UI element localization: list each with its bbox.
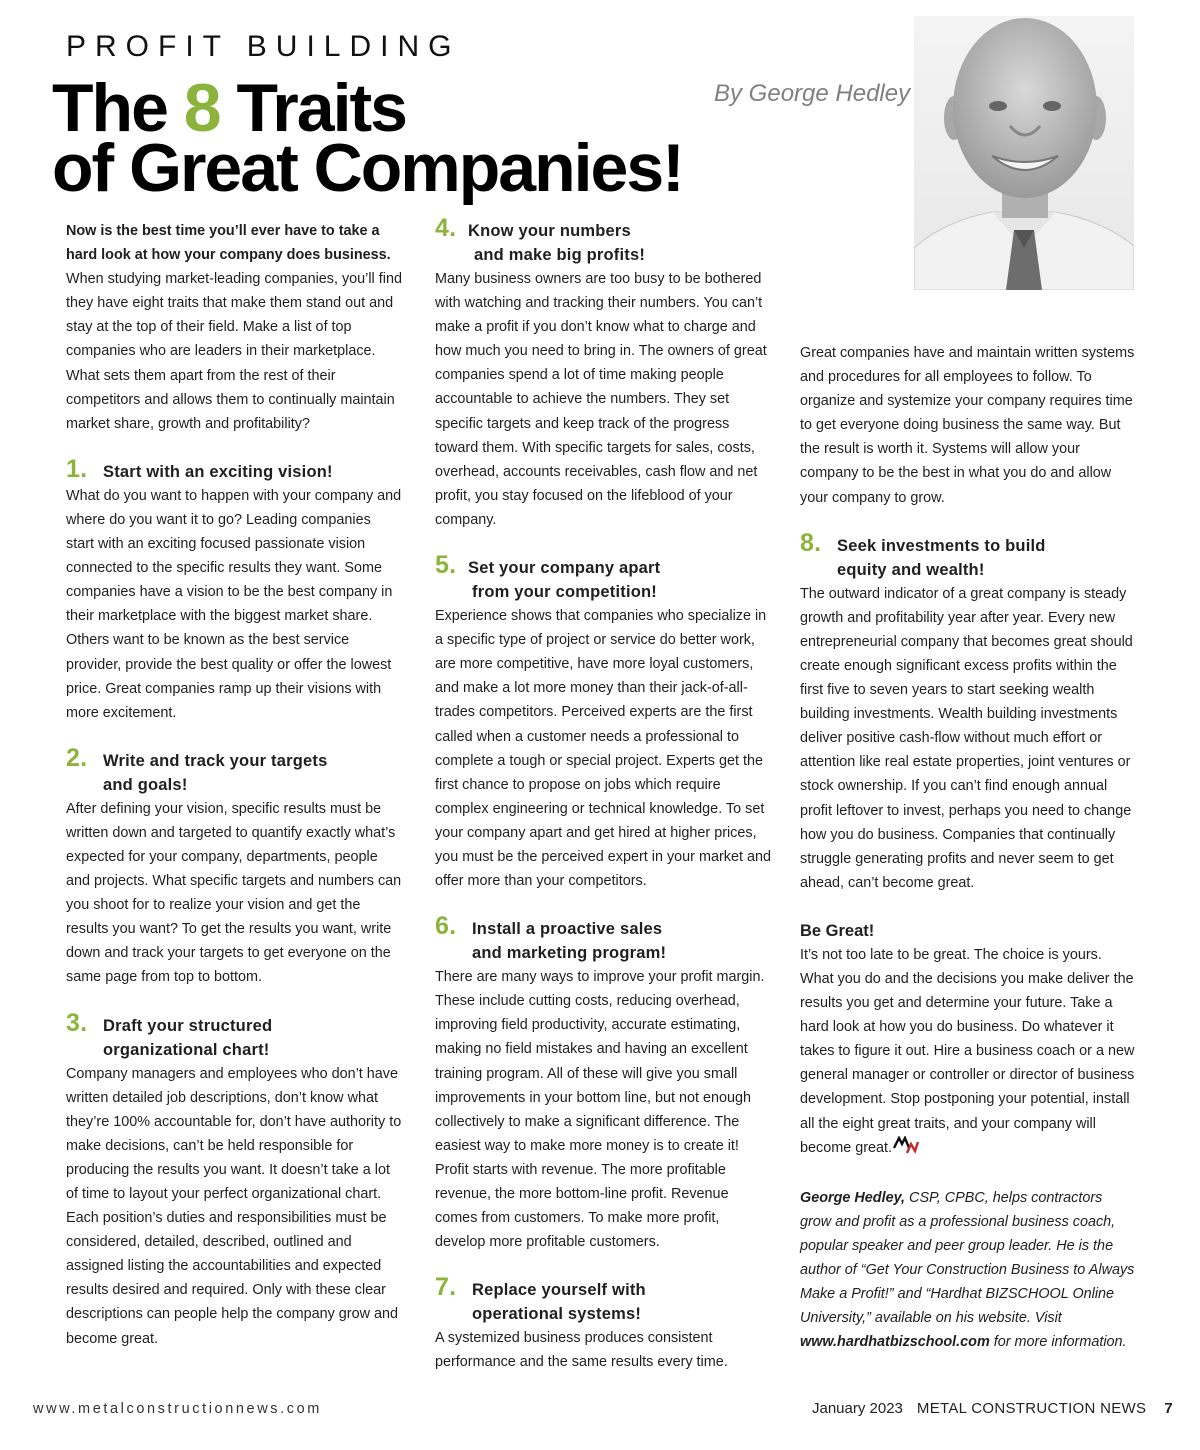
- trait-1-body: What do you want to happen with your company and where do you want it to go? Leading companies start with an exciting focused passionate vision connected to the specific results they want. Some companies have a vision to be the best company in their marketplace with the biggest market share. Others want to be known as the best service provider, provide the best quality or offer the lowest price. Great companies ramp up their visions with more excitement.: [66, 487, 402, 721]
- trait-7-title-line2: operational systems!: [472, 1305, 642, 1324]
- closing-heading: Be Great!: [800, 921, 875, 940]
- title-number: 8: [183, 70, 220, 146]
- trait-2-title-line2: and goals!: [103, 775, 188, 794]
- trait-5-title: Set your company apart: [468, 559, 661, 578]
- page-number: 7: [1164, 1400, 1173, 1417]
- trait-5-title-line2: from your competition!: [472, 583, 657, 602]
- trait-4-title-line2: and make big profits!: [474, 246, 646, 264]
- title-pre: The: [52, 70, 184, 146]
- title-post: Traits: [219, 70, 406, 146]
- column-3: [800, 341, 1136, 1354]
- trait-4-heading: [435, 214, 771, 267]
- trait-4-body: Many business owners are too busy to be bothered with watching and tracking their numbers. You can’t make a profit if you don’t know what to charge and how much you need to bring in. The owners of great companies spend a lot of time making people accountable to achieve the numbers. They set specific targets and keep track of the progress toward them. With specific targets for sales, costs, overhead, accounts receivables, cash flow and net profit, you stay focused on the lifeblood of your company.: [435, 271, 767, 528]
- trait-3-number: 3.: [66, 1008, 88, 1037]
- trait-8-number: 8.: [800, 528, 822, 557]
- footer-date: January 2023: [812, 1400, 903, 1417]
- trait-1-title: Start with an exciting vision!: [103, 462, 333, 481]
- trait-7-number: 7.: [435, 1273, 457, 1302]
- trait-7-title: Replace yourself with: [472, 1281, 646, 1300]
- trait-5-heading: [435, 551, 771, 604]
- author-portrait-icon: [914, 16, 1134, 290]
- trait-7-body: A systemized business produces consistent performance and the same results every time.: [435, 1330, 728, 1371]
- bio-website-link[interactable]: www.hardhatbizschool.com: [800, 1334, 990, 1351]
- intro-body: When studying market-leading companies, you’ll find they have eight traits that make them stand out and stay at the top of their field. Make a list of top companies who are leaders in their marketplace. What sets them apart from the rest of their competitors and allows them to continually maintain market share, growth and profitability?: [66, 271, 402, 432]
- intro-lead: Now is the best time you’ll ever have to take a hard look at how your company does business.: [66, 223, 391, 264]
- trait-5-number: 5.: [435, 551, 457, 580]
- column-2: [435, 214, 771, 1374]
- title-line2: of Great Companies!: [52, 130, 683, 206]
- trait-1-number: 1.: [66, 454, 88, 483]
- footer-publication: METAL CONSTRUCTION NEWS: [916, 1400, 1147, 1417]
- trait-3-body: Company managers and employees who don’t have written detailed job descriptions, don’t know what they’re 100% accountable for, don’t have authority to make decisions, can’t be held responsible for producing the results you want. It doesn’t take a lot of time to layout your perfect organizational chart. Each position’s duties and responsibilities must be considered, detailed, described, outlined and assigned listing the accountabilities and expected results desired and required. Only with these clear descriptions can people help the company grow and become great.: [66, 1065, 402, 1347]
- trait-3-title-line2: organizational chart!: [103, 1040, 270, 1059]
- footer-website[interactable]: www.metalconstructionnews.com: [33, 1401, 322, 1417]
- trait-6-heading: [435, 912, 771, 965]
- trait-4-number: 4.: [435, 214, 457, 242]
- closing-text: It’s not too late to be great. The choice is yours. What you do and the decisions you make deliver the results you get and determine your future. Take a hard look at how you do business. Do whatever it takes to figure it out. Hire a business coach or a new general manager or controller or director of business development. Stop postponing your potential, install all the eight great traits, and your company will become great.: [800, 946, 1135, 1156]
- trait-2-body: After defining your vision, specific results must be written down and targeted to quantify exactly what’s expected for your company, departments, people and projects. What specific targets and numbers can you shoot for to realize your vision and get the results you want? To get the results you want, write down and track your targets to get everyone on the same page from top to bottom.: [66, 800, 402, 986]
- column-1: [66, 219, 402, 1351]
- trait-6-title-line2: and marketing program!: [472, 944, 667, 963]
- bio-name: George Hedley,: [800, 1189, 906, 1206]
- trait-8-heading: [800, 528, 1136, 582]
- trait-2-number: 2.: [66, 743, 88, 772]
- closing-body: [800, 943, 1136, 1162]
- trait-1-heading: [66, 454, 402, 484]
- trait-4-title: Know your numbers: [468, 222, 631, 240]
- section-kicker: PROFIT BUILDING: [66, 30, 461, 63]
- trait-7-heading: [435, 1273, 771, 1326]
- mcn-end-mark-icon: [893, 1136, 919, 1162]
- trait-6-number: 6.: [435, 912, 457, 941]
- intro-paragraph: [66, 219, 402, 436]
- article-title: [52, 70, 683, 206]
- trait-6-title: Install a proactive sales: [472, 920, 663, 939]
- trait-2-heading: [66, 743, 402, 797]
- trait-3-title: Draft your structured: [103, 1016, 273, 1035]
- trait-3-heading: [66, 1008, 402, 1062]
- footer-info: [812, 1400, 1173, 1417]
- trait-5-body: Experience shows that companies who specialize in a specific type of project or service do better work, are more competitive, have more loyal customers, and make a lot more money than their jack-of-all-trades competitors. Perceived experts are the first called when a customer needs a professional to complete a tough or special project. Experts get the first chance to propose on jobs which require complex engineering or technical knowledge. To set your company apart and get hired at higher prices, you must be the perceived expert in your market and offer more than your competitors.: [435, 608, 771, 890]
- trait-8-title: Seek investments to build: [837, 536, 1046, 555]
- byline: By George Hedley: [714, 80, 911, 107]
- bio-text-end: for more information.: [989, 1334, 1127, 1351]
- author-photo: [914, 16, 1134, 290]
- bio-text: CSP, CPBC, helps contractors grow and profit as a professional business coach, popular speaker and peer group leader. He is the author of “Get Your Construction Business to Always Make a Profit!” and “Hardhat BIZSCHOOL Online University,” available on his website. Visit: [800, 1189, 1135, 1327]
- trait-7-body-continued: Great companies have and maintain written systems and procedures for all employees to follow. To organize and systemize your company requires time to get everyone doing business the same way. But the result is worth it. Systems will allow your company to be the best in what you do and allow your company to grow.: [800, 345, 1135, 506]
- author-bio: [800, 1186, 1136, 1355]
- trait-8-body: The outward indicator of a great company is steady growth and profitability year after year. Every new entrepreneurial company that becomes great should create enough significant excess profits within the first five to seven years to start seeking wealth building investments. Wealth building investments deliver positive cash-flow without much effort or attention like real estate properties, joint ventures or stock ownership. If you can’t find enough annual profit leftover to invest, perhaps you need to change how you do business. Companies that continually struggle generating profits and never seem to get ahead, can’t become great.: [800, 585, 1133, 891]
- trait-6-body: There are many ways to improve your profit margin. These include cutting costs, reducing overhead, improving field productivity, accurate estimating, making no field mistakes and having an excellent training program. All of these will give you small improvements in your bottom line, but not enough collectively to make a significant difference. The easiest way to make more money is to create it! Profit starts with revenue. The more profitable revenue, the more bottom-line profit. Revenue comes from customers. To make more profit, develop more profitable customers.: [435, 969, 765, 1251]
- trait-2-title: Write and track your targets: [103, 751, 328, 770]
- trait-8-title-line2: equity and wealth!: [837, 560, 985, 579]
